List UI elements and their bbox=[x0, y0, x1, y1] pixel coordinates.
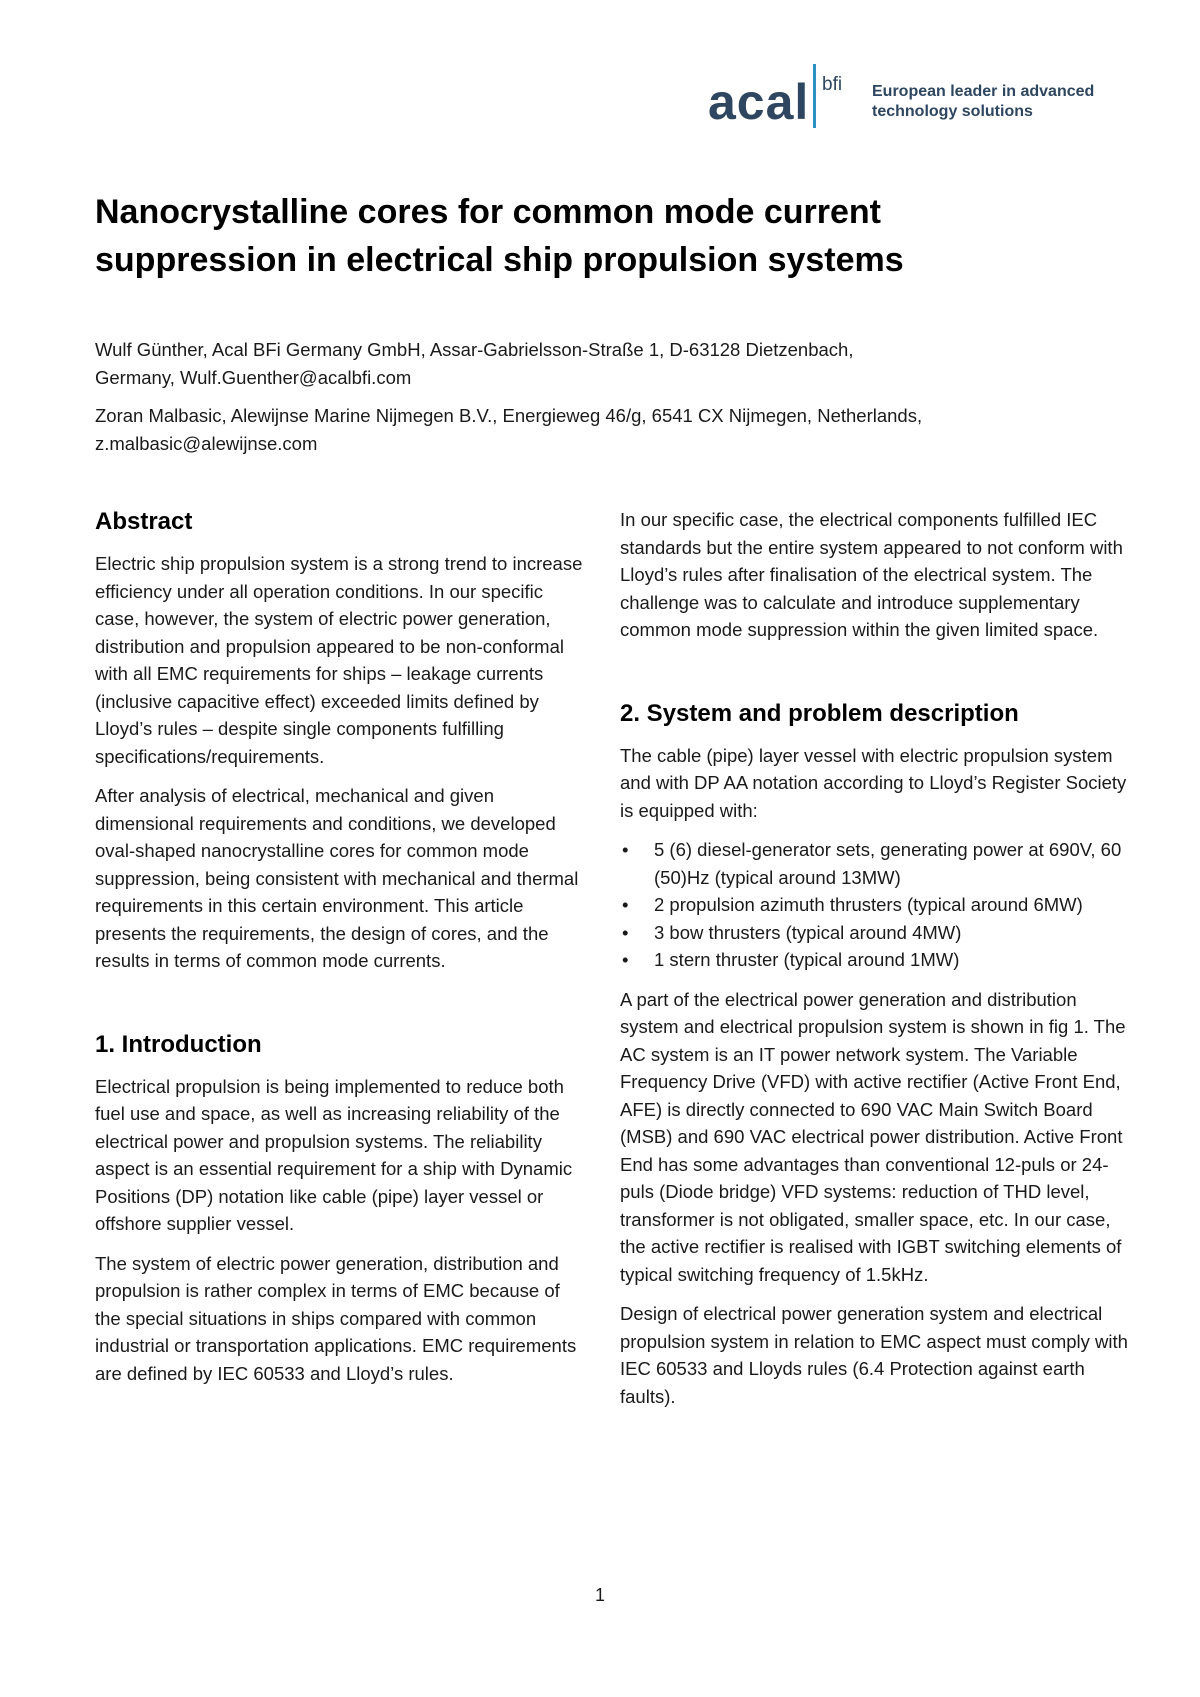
bullet-icon: • bbox=[622, 894, 629, 915]
list-item-text: 5 (6) diesel-generator sets, generating power at 690V, 60 (50)Hz (typical around 13MW) bbox=[654, 839, 1122, 888]
company-logo bbox=[708, 62, 1128, 132]
bullet-icon: • bbox=[622, 839, 629, 860]
list-item-text: 3 bow thrusters (typical around 4MW) bbox=[654, 921, 962, 943]
list-item bbox=[620, 891, 1140, 919]
author-1 bbox=[95, 336, 1095, 392]
logo-tagline bbox=[872, 82, 1094, 122]
introduction-paragraph-2: The system of electric power generation, distribution and propulsion is rather complex in terms of EMC because of the special situations in ships compared with common industrial or transportation applications. EMC requirements are defined by IEC 60533 and Lloyd’s rules. bbox=[95, 1252, 577, 1384]
author-1-line-2: Germany, Wulf.Guenther@acalbfi.com bbox=[95, 367, 412, 388]
list-item bbox=[620, 946, 1140, 974]
equipment-list bbox=[620, 836, 1140, 974]
page-number: 1 bbox=[594, 1585, 605, 1605]
bullet-icon: • bbox=[622, 949, 629, 970]
list-item-text: 1 stern thruster (typical around 1MW) bbox=[654, 949, 960, 970]
logo-word: acal bbox=[708, 74, 810, 130]
section-2-heading: 2. System and problem description bbox=[620, 699, 1019, 727]
section-2-paragraph-3: Design of electrical power generation system and electrical propulsion system in relation to EMC aspect must comply with IEC 60533 and Lloyds rules (6.4 Protection against earth faults). bbox=[620, 1303, 1128, 1407]
right-intro-paragraph: In our specific case, the electrical components fulfilled IEC standards but the entire system appeared to not conform with Lloyd’s rules after finalisation of the electrical system. The challenge was to calculate and introduce supplementary common mode suppression within the given limited space. bbox=[620, 509, 1123, 640]
bullet-icon: • bbox=[622, 921, 629, 943]
section-2-paragraph-2: A part of the electrical power generation and distribution system and electrical propulsion system is shown in fig 1. The AC system is an IT power network system. The Variable Frequency Drive (VFD) with active rectifier (Active Front End, AFE) is directly connected to 690 VAC Main Switch Board (MSB) and 690 VAC electrical power distribution. Active Front End has some advantages than conventional 12-puls or 24-puls (Diode bridge) VFD systems: reduction of THD level, transformer is not obligated, smaller space, etc. In our case, the active rectifier is realised with IGBT switching elements of typical switching frequency of 1.5kHz. bbox=[620, 988, 1126, 1285]
abstract-heading: Abstract bbox=[95, 508, 193, 535]
title-line-1: Nanocrystalline cores for common mode current bbox=[95, 193, 881, 231]
abstract-paragraph-2: After analysis of electrical, mechanical and given dimensional requirements and conditions, we developed oval-shaped nanocrystalline cores for common mode suppression, being consistent with mechanical and thermal requirements in this certain environment. This article presents the requirements, the design of cores, and the results in terms of common mode currents. bbox=[95, 785, 579, 971]
right-column bbox=[620, 506, 1140, 1422]
author-2-line-2: z.malbasic@alewijnse.com bbox=[95, 433, 318, 454]
tagline-line-2: technology solutions bbox=[872, 103, 1033, 120]
section-2-paragraph-1: The cable (pipe) layer vessel with electric propulsion system and with DP AA notation according to Lloyd’s Register Society is equipped with: bbox=[620, 744, 1127, 821]
list-item-text: 2 propulsion azimuth thrusters (typical around 6MW) bbox=[654, 894, 1083, 915]
list-item bbox=[620, 836, 1140, 891]
logo-sub: bfi bbox=[822, 74, 843, 95]
introduction-paragraph-1: Electrical propulsion is being implemented to reduce both fuel use and space, as well as increasing reliability of the electrical power and propulsion systems. The reliability aspect is an essential requirement for a ship with Dynamic Positions (DP) notation like cable (pipe) layer vessel or offshore supplier vessel. bbox=[95, 1075, 573, 1234]
author-1-line-1: Wulf Günther, Acal BFi Germany GmbH, Assar-Gabrielsson-Straße 1, D-63128 Dietzenbach, bbox=[95, 339, 854, 360]
author-2-line-1: Zoran Malbasic, Alewijnse Marine Nijmegen B.V., Energieweg 46/g, 6541 CX Nijmegen, Netherlands, bbox=[95, 405, 923, 426]
paper-title bbox=[95, 188, 1075, 284]
title-line-2: suppression in electrical ship propulsion systems bbox=[95, 241, 904, 279]
author-2 bbox=[95, 402, 1095, 458]
left-column bbox=[95, 506, 585, 1399]
abstract-paragraph-1: Electric ship propulsion system is a strong trend to increase efficiency under all operation conditions. In our specific case, however, the system of electric power generation, distribution and propulsion appeared to be non-conformal with all EMC requirements for ships – leakage currents (inclusive capacitive effect) exceeded limits defined by Lloyd’s rules – despite single components fulfilling specifications/requirements. bbox=[95, 553, 583, 767]
introduction-heading: 1. Introduction bbox=[95, 1030, 262, 1058]
list-item bbox=[620, 919, 1140, 947]
logo-divider bbox=[813, 64, 816, 128]
tagline-line-1: European leader in advanced bbox=[872, 83, 1095, 100]
